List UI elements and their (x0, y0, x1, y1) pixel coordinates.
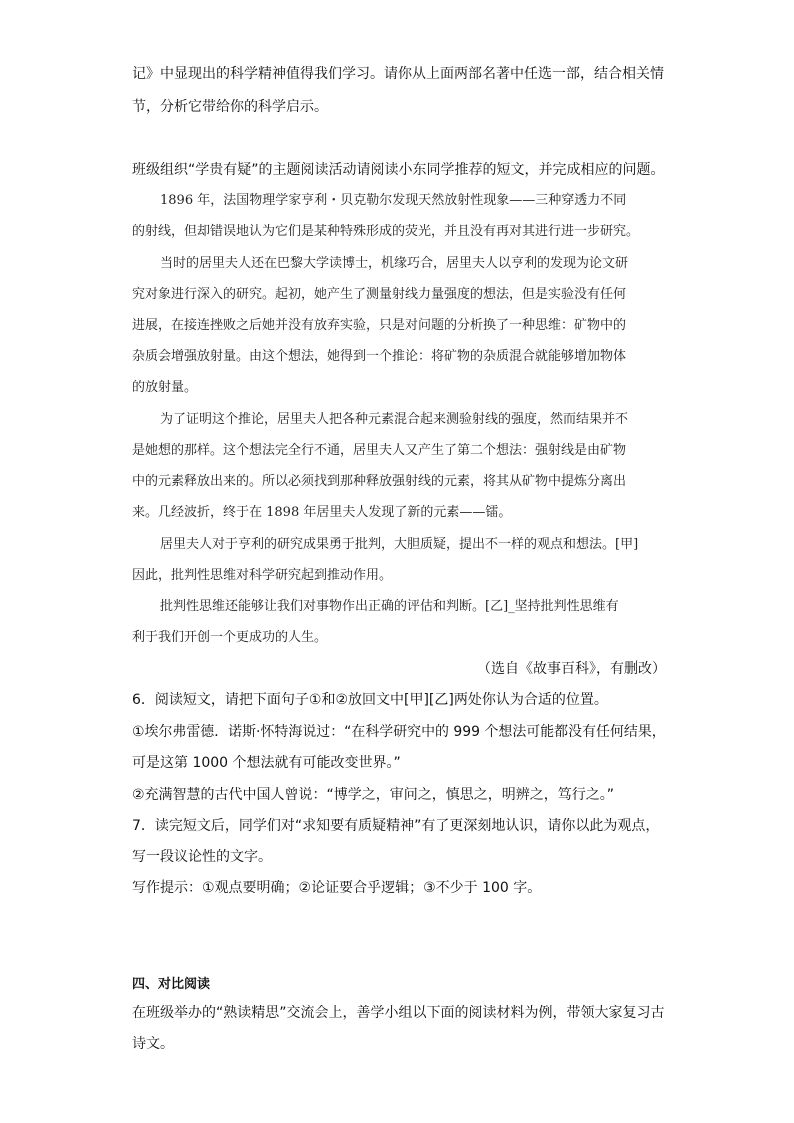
passage-line: 来。几经波折，终于在 1898 年居里夫人发现了新的元素——镭。 (132, 505, 512, 520)
passage-line: 当时的居里夫人还在巴黎大学读博士，机缘巧合，居里夫人以亨利的发现为论文研 (160, 256, 629, 271)
passage-source: （选自《故事百科》，有删改） (477, 661, 666, 677)
section-intro-line-2: 诗文。 (132, 1036, 174, 1052)
passage-line: 中的元素释放出来的。所以必须找到那种释放强射线的元素，将其从矿物中提炼分离出 (132, 474, 627, 489)
passage-line: 进展，在接连挫败之后她并没有放弃实验，只是对问题的分析换了一种思维：矿物中的 (132, 318, 627, 333)
section-intro-line-1: 在班级举办的“熟读精思”交流会上，善学小组以下面的阅读材料为例，带领大家复习古 (132, 1005, 665, 1021)
passage-line: 的射线，但却错误地认为它们是某种特殊形成的荧光，并且没有再对其进行进一步研究。 (132, 224, 640, 239)
passage-line: 1896 年，法国物理学家亨利・贝克勒尔发现天然放射性现象——三种穿透力不同 (160, 193, 627, 208)
intro-line-1: 记》中显现出的科学精神值得我们学习。请你从上面两部名著中任选一部，结合相关情 (132, 66, 664, 82)
passage-line: 居里夫人对于亨利的研究成果勇于批判，大胆质疑，提出不一样的观点和想法。[甲] (160, 537, 639, 552)
section-heading: 四、对比阅读 (132, 977, 211, 992)
intro-line-2: 节，分析它带给你的科学启示。 (132, 99, 328, 115)
question-7-cont: 写一段议论性的文字。 (132, 849, 272, 865)
passage-line: 因此，批判性思维对科学研究起到推动作用。 (132, 568, 393, 583)
activity-intro: 班级组织“学贵有疑”的主题阅读活动请阅读小东同学推荐的短文，并完成相应的问题。 (132, 162, 665, 178)
passage-line: 杂质会增强放射量。由这个想法，她得到一个推论：将矿物的杂质混合就能够增加物体 (132, 349, 627, 364)
question-6: 6．阅读短文，请把下面句子①和②放回文中[甲][乙]两处你认为合适的位置。 (132, 692, 608, 708)
passage-line: 是她想的那样。这个想法完全行不通，居里夫人又产生了第二个想法：强射线是由矿物 (132, 443, 627, 458)
writing-tips: 写作提示：①观点要明确；②论证要合乎逻辑；③不少于 100 字。 (132, 880, 542, 896)
passage-line: 的放射量。 (132, 380, 198, 395)
passage-line: 为了证明这个推论，居里夫人把各种元素混合起来测验射线的强度，然而结果并不 (160, 412, 629, 427)
q6-option-1: ①埃尔弗雷德．诺斯·怀特海说过：“在科学研究中的 999 个想法可能都没有任何结果， (132, 724, 666, 740)
q6-option-1-cont: 可是这第 1000 个想法就有可能改变世界。” (132, 755, 401, 771)
q6-option-2: ②充满智慧的古代中国人曾说：“博学之，审问之，慎思之，明辨之，笃行之。” (132, 787, 615, 803)
question-7: 7．读完短文后，同学们对“求知要有质疑精神”有了更深刻地认识，请你以此为观点， (132, 818, 660, 834)
passage-line: 批判性思维还能够让我们对事物作出正确的评估和判断。[乙]_坚持批判性思维有 (160, 599, 619, 614)
passage-line: 究对象进行深入的研究。起初，她产生了测量射线力量强度的想法，但是实验没有任何 (132, 287, 627, 302)
passage-line: 利于我们开创一个更成功的人生。 (132, 630, 328, 645)
